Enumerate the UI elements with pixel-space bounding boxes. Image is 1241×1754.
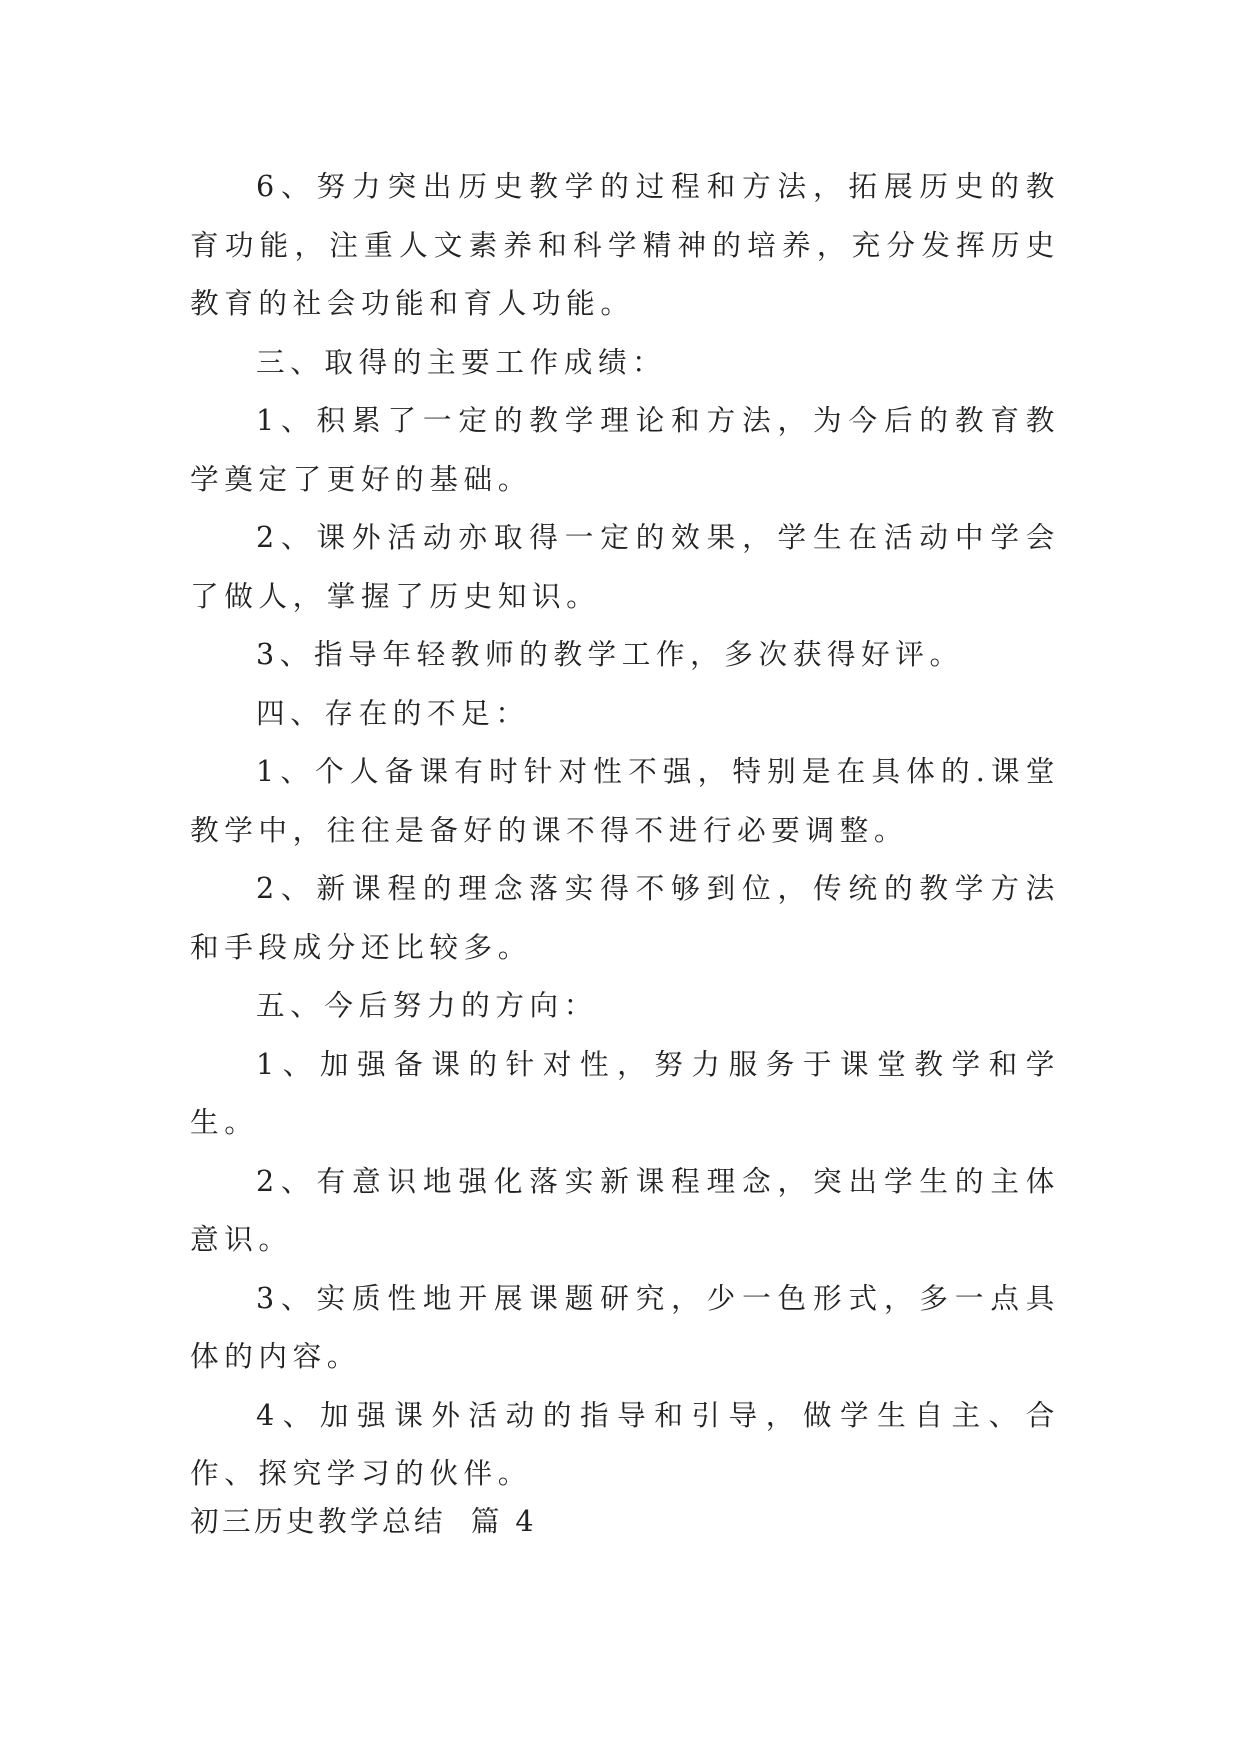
section-heading-future-direction: 五、今后努力的方向： <box>256 988 598 1022</box>
achievement-item-3: 3、指导年轻教师的教学工作，多次获得好评。 <box>256 637 964 671</box>
direction-item-1: 1、加强备课的针对性，努力服务于课堂教学和学生。 <box>190 1046 1060 1139</box>
direction-item-2: 2、有意识地强化落实新课程理念，突出学生的主体意识。 <box>190 1163 1060 1256</box>
direction-item-3: 3、实质性地开展课题研究，少一色形式，多一点具体的内容。 <box>190 1280 1060 1373</box>
shortcoming-item-2: 2、新课程的理念落实得不够到位，传统的教学方法和手段成分还比较多。 <box>190 871 1060 964</box>
direction-item-4: 4、加强课外活动的指导和引导，做学生自主、合作、探究学习的伙伴。 <box>190 1397 1060 1490</box>
shortcoming-item-1: 1、个人备课有时针对性不强，特别是在具体的.课堂教学中，往往是备好的课不得不进行必要调整。 <box>190 754 1060 847</box>
achievement-item-2: 2、课外活动亦取得一定的效果，学生在活动中学会了做人，掌握了历史知识。 <box>190 520 1060 613</box>
document-body <box>190 157 1060 1503</box>
section-heading-achievements: 三、取得的主要工作成绩： <box>256 344 667 379</box>
achievement-item-1: 1、积累了一定的教学理论和方法，为今后的教育教学奠定了更好的基础。 <box>190 403 1060 496</box>
paragraph-item-6: 6、努力突出历史教学的过程和方法，拓展历史的教育功能，注重人文素养和科学精神的培养，充分发挥历史教育的社会功能和育人功能。 <box>190 169 1060 320</box>
next-section-title: 初三历史教学总结 篇 4 <box>190 1504 538 1538</box>
section-heading-shortcomings: 四、存在的不足： <box>256 695 530 730</box>
